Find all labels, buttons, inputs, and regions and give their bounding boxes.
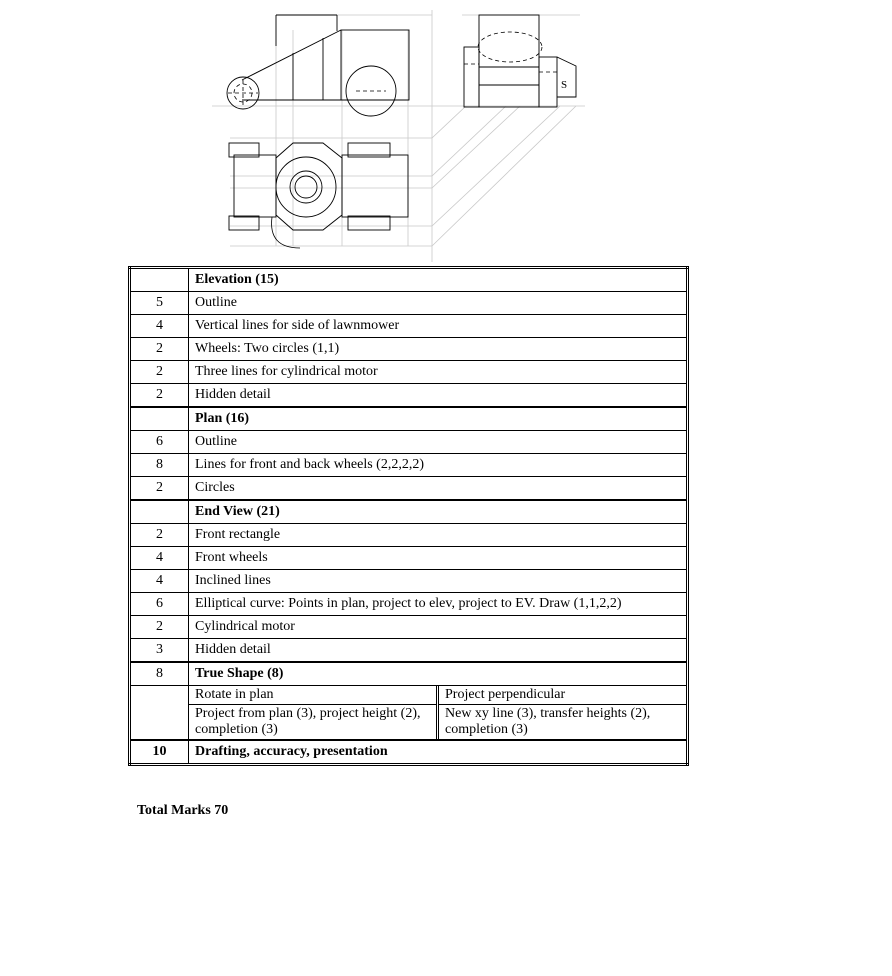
- criterion-cell: Outline: [189, 292, 688, 315]
- project-perpendicular-detail: New xy line (3), transfer heights (2), completion (3): [438, 705, 687, 740]
- table-row: [130, 454, 688, 477]
- table-row: [130, 292, 688, 315]
- criterion-cell: Three lines for cylindrical motor: [189, 361, 688, 384]
- mark-cell: 6: [130, 431, 189, 454]
- criterion-cell: Front wheels: [189, 547, 688, 570]
- criterion-cell: Vertical lines for side of lawnmower: [189, 315, 688, 338]
- mark-cell: 10: [130, 740, 189, 765]
- table-row: [130, 315, 688, 338]
- mark-cell: 8: [130, 454, 189, 477]
- total-marks: Total Marks 70: [137, 803, 229, 818]
- mark-cell: 2: [130, 477, 189, 501]
- criterion-cell: Elliptical curve: Points in plan, project to elev, project to EV. Draw (1,1,2,2): [189, 593, 688, 616]
- mark-cell: 2: [130, 616, 189, 639]
- mark-cell: 2: [130, 338, 189, 361]
- mark-cell: 4: [130, 547, 189, 570]
- table-row: [130, 384, 688, 408]
- criterion-cell: Inclined lines: [189, 570, 688, 593]
- mark-cell: [130, 407, 189, 431]
- table-row: [130, 593, 688, 616]
- mark-cell: [130, 268, 189, 292]
- mark-cell: 2: [130, 384, 189, 408]
- table-row: [130, 338, 688, 361]
- criterion-cell: Drafting, accuracy, presentation: [189, 740, 688, 765]
- mark-cell: 4: [130, 570, 189, 593]
- drafting-row: [130, 740, 688, 765]
- mark-cell: [130, 500, 189, 524]
- table-row: [130, 361, 688, 384]
- true-shape-options-row: [130, 686, 688, 741]
- mark-cell: [130, 686, 189, 741]
- mark-cell: 8: [130, 662, 189, 686]
- table-row: [130, 616, 688, 639]
- project-perpendicular-heading: Project perpendicular: [445, 687, 566, 702]
- criterion-cell: Wheels: Two circles (1,1): [189, 338, 688, 361]
- table-row: [130, 570, 688, 593]
- table-row: [130, 477, 688, 501]
- table-row: [130, 639, 688, 663]
- criterion-cell: Hidden detail: [189, 384, 688, 408]
- mark-cell: 2: [130, 524, 189, 547]
- criterion-cell: Cylindrical motor: [189, 616, 688, 639]
- table-row: [130, 524, 688, 547]
- marking-scheme-table: [128, 266, 689, 766]
- section-heading-row: [130, 407, 688, 431]
- mark-cell: 6: [130, 593, 189, 616]
- mark-cell: 4: [130, 315, 189, 338]
- end-view-label: S: [561, 79, 568, 91]
- section-heading: Plan (16): [189, 407, 688, 431]
- rotate-in-plan-heading: Rotate in plan: [189, 686, 438, 705]
- section-heading-row: [130, 500, 688, 524]
- section-heading-row: [130, 662, 688, 686]
- mark-cell: 2: [130, 361, 189, 384]
- section-heading: Elevation (15): [189, 268, 688, 292]
- section-heading: True Shape (8): [189, 662, 688, 686]
- table-row: [130, 431, 688, 454]
- criterion-cell: Front rectangle: [189, 524, 688, 547]
- rotate-in-plan-detail: Project from plan (3), project height (2), completion (3): [189, 705, 438, 740]
- criterion-cell: Outline: [189, 431, 688, 454]
- criterion-cell: Lines for front and back wheels (2,2,2,2): [189, 454, 688, 477]
- criterion-cell: Circles: [189, 477, 688, 501]
- true-shape-subtable: [189, 686, 686, 739]
- true-shape-options: [189, 686, 688, 741]
- lawnmower-orthographic-drawing: [200, 5, 600, 267]
- section-heading: End View (21): [189, 500, 688, 524]
- criterion-cell: Hidden detail: [189, 639, 688, 663]
- mark-cell: 3: [130, 639, 189, 663]
- table-row: [130, 547, 688, 570]
- mark-cell: 5: [130, 292, 189, 315]
- section-heading-row: [130, 268, 688, 292]
